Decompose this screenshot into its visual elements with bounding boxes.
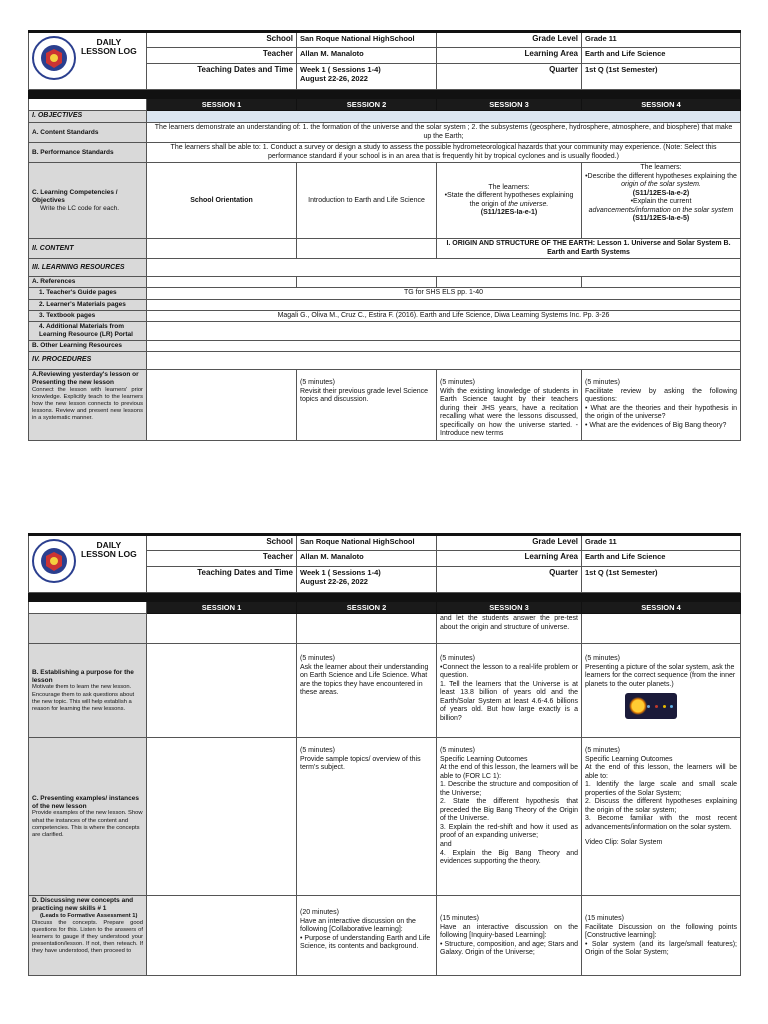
dates-label: Teaching Dates and Time [147,567,297,593]
tg-pages-value: TG for SHS ELS pp. 1-40 [147,288,741,300]
procedure-a-s3: (5 minutes) With the existing knowledge of students in Earth Science taught by their teachers during their JHS years, have a recitation recalling what were the lessons discussed, specifically on how the universe started. -Introduce new terms [437,370,582,441]
learning-resources-heading: III. LEARNING RESOURCES [29,259,147,277]
procedure-b-s2: (5 minutes) Ask the learner about their understanding on Earth Science and Life Science. What are the topics they have encountered in these areas. [297,644,437,738]
grade-level-label: Grade Level [437,32,582,48]
competency-s1: School Orientation [147,163,297,239]
deped-seal-icon [31,538,77,584]
procedure-d-label: D. Discussing new concepts and practicing new skills # 1 (Leads to Formative Assessment 1) Discuss the concepts. Prepare good questions for this. Listen to the answers of learners to gauge if they understood your presentation/lesson. If not, then reteach. If they have understood, then proceed to [29,896,147,976]
session-2-header: SESSION 2 [297,99,437,111]
competency-s4: The learners: •Describe the different hypotheses explaining the origin of the solar system. (S11/12ES-Ia-e-2) •Explain the current advancements/information on the solar system (S11/12ES-Ia-e-5) [582,163,741,239]
objectives-heading: I. OBJECTIVES [29,111,147,123]
teacher-label: Teacher [147,551,297,567]
content-heading: II. CONTENT [29,239,147,259]
teacher-value: Allan M. Manaloto [297,551,437,567]
procedure-c-s2: (5 minutes) Provide sample topics/ overview of this term's subject. [297,738,437,896]
teacher-label: Teacher [147,48,297,64]
other-resources-label: B. Other Learning Resources [29,341,147,352]
quarter-value: 1st Q (1st Semester) [582,64,741,90]
page-one [28,30,740,441]
procedure-d-s4: (15 minutes) Facilitate Discussion on the following points [Constructive learning]: • Solar system (and its large/small features); Origin of the Solar System; [582,896,741,976]
competency-s2: Introduction to Earth and Life Science [297,163,437,239]
grade-level-value: Grade 11 [582,32,741,48]
page-one-table [28,30,741,441]
procedure-b-label: B. Establishing a purpose for the lesson Motivate them to learn the new lesson. Encourage them to ask questions about the new topic. This will help establish a reason for learning the new lessons. [29,644,147,738]
procedure-b-s4: (5 minutes) Presenting a picture of the solar system, ask the learners for the correct sequence (from the inner planets to the outer planets.) [582,644,741,738]
learning-area-value: Earth and Life Science [582,551,741,567]
procedure-a-s2: (5 minutes) Revisit their previous grade level Science topics and discussion. [297,370,437,441]
procedure-c-s3: (5 minutes) Specific Learning Outcomes At the end of this lesson, the learners will be able to (FOR LC 1): 1. Describe the structure and composition of the Universe; 2. State the different hypothesis that preceded the Big Bang Theory of the Origin of the Universe. 3. Explain the red-shift and how it used as proof of an expanding universe; and 4. Explain the Big Bang Theory and evidences supporting the theory. [437,738,582,896]
additional-materials-label: 4. Additional Materials from Learning Resource (LR) Portal [29,322,147,341]
grade-level-value: Grade 11 [582,535,741,551]
lm-pages-label: 2. Learner's Materials pages [29,299,147,310]
procedure-a-s4: (5 minutes) Facilitate review by asking the following questions: • What are the theories and their hypothesis in the origin of the universe? • What are the evidences of Big Bang theory? [582,370,741,441]
school-label: School [147,535,297,551]
school-value: San Roque National HighSchool [297,32,437,48]
session-1-header: SESSION 1 [147,602,297,614]
competency-s3: The learners: •State the different hypotheses explaining the origin of the universe. (S11/12ES-Ia-e-1) [437,163,582,239]
procedure-a-s3-continued: and let the students answer the pre-test about the origin and structure of universe. [437,614,582,644]
teacher-value: Allan M. Manaloto [297,48,437,64]
document-title: DAILY LESSON LOG [81,37,137,57]
textbook-pages-value: Magali G., Oliva M., Cruz C., Estira F. (2016). Earth and Life Science, Diwa Learning Systems Inc. Pp. 3-26 [147,310,741,322]
quarter-value: 1st Q (1st Semester) [582,567,741,593]
grade-level-label: Grade Level [437,535,582,551]
dates-label: Teaching Dates and Time [147,64,297,90]
references-label: A. References [29,277,147,288]
procedure-b-s3: (5 minutes) •Connect the lesson to a real-life problem or question. 1. Tell the learners that the Universe is at least 13.8 billion of years old and the Earth/Solar System at least 4.6-4.6 billions of years old. But how large exactly is a billion? [437,644,582,738]
dates-value: Week 1 ( Sessions 1-4) August 22-26, 2022 [297,64,437,90]
competencies-label: C. Learning Competencies / Objectives Write the LC code for each. [29,163,147,239]
document-title: DAILY LESSON LOG [81,540,137,560]
content-standards-label: A. Content Standards [29,123,147,143]
black-divider [29,90,741,99]
page-two [28,533,740,976]
textbook-pages-label: 3. Textbook pages [29,310,147,322]
header-logo-cell [29,535,147,593]
learning-area-label: Learning Area [437,48,582,64]
school-label: School [147,32,297,48]
header-logo-cell [29,32,147,90]
session-3-header: SESSION 3 [437,602,582,614]
session-4-header: SESSION 4 [582,602,741,614]
learning-area-label: Learning Area [437,551,582,567]
dates-value: Week 1 ( Sessions 1-4) August 22-26, 2022 [297,567,437,593]
content-text: I. ORIGIN AND STRUCTURE OF THE EARTH: Lesson 1. Universe and Solar System B. Earth and Earth Systems [437,239,741,259]
school-value: San Roque National HighSchool [297,535,437,551]
procedure-d-s2: (20 minutes) Have an interactive discussion on the following [Collaborative learning]: • Purpose of understanding Earth and Life Science, its contents and background. [297,896,437,976]
session-2-header: SESSION 2 [297,602,437,614]
performance-standards-text: The learners shall be able to: 1. Conduct a survey or design a study to assess the possible hydrometeorological hazards that your community may experience. (Note: Select this performance standard if your school is in an area that is frequently hit by tropical cyclones and is usually flooded.) [147,143,741,163]
quarter-label: Quarter [437,64,582,90]
procedure-c-s4: (5 minutes) Specific Learning Outcomes At the end of this lesson, the learners will be able to: 1. Identify the large scale and small scale properties of the Solar System; 2. Discuss the different hypotheses explaining the origin of the solar system; 3. Become familiar with the most recent advancements/information on the solar system. Video Clip: Solar System [582,738,741,896]
procedure-a-label: A.Reviewing yesterday's lesson or Presenting the new lesson Connect the lesson with learners' prior knowledge. Explicitly teach to the learners how the new lesson connects to previous lessons. Review and present new lessons in a systematic manner. [29,370,147,441]
session-3-header: SESSION 3 [437,99,582,111]
deped-seal-icon [31,35,77,81]
content-standards-text: The learners demonstrate an understanding of: 1. the formation of the universe and the solar system ; 2. the subsystems (geosphere, hydrosphere, atmosphere, and biosphere) that make up the Earth; [147,123,741,143]
solar-system-image [625,693,677,719]
page-two-table [28,533,741,976]
procedure-c-label: C. Presenting examples/ instances of the new lesson Provide examples of the new lesson. Show what the instances of the content and competencies. This is where the concepts are clarified. [29,738,147,896]
black-divider [29,593,741,602]
quarter-label: Quarter [437,567,582,593]
performance-standards-label: B. Performance Standards [29,143,147,163]
session-4-header: SESSION 4 [582,99,741,111]
session-1-header: SESSION 1 [147,99,297,111]
procedure-d-s3: (15 minutes) Have an interactive discussion on the following [Inquiry-based Learning]: • Structure, composition, and age; Stars and Galaxy. Origin of the Universe; [437,896,582,976]
learning-area-value: Earth and Life Science [582,48,741,64]
procedures-heading: IV. PROCEDURES [29,352,147,370]
tg-pages-label: 1. Teacher's Guide pages [29,288,147,300]
